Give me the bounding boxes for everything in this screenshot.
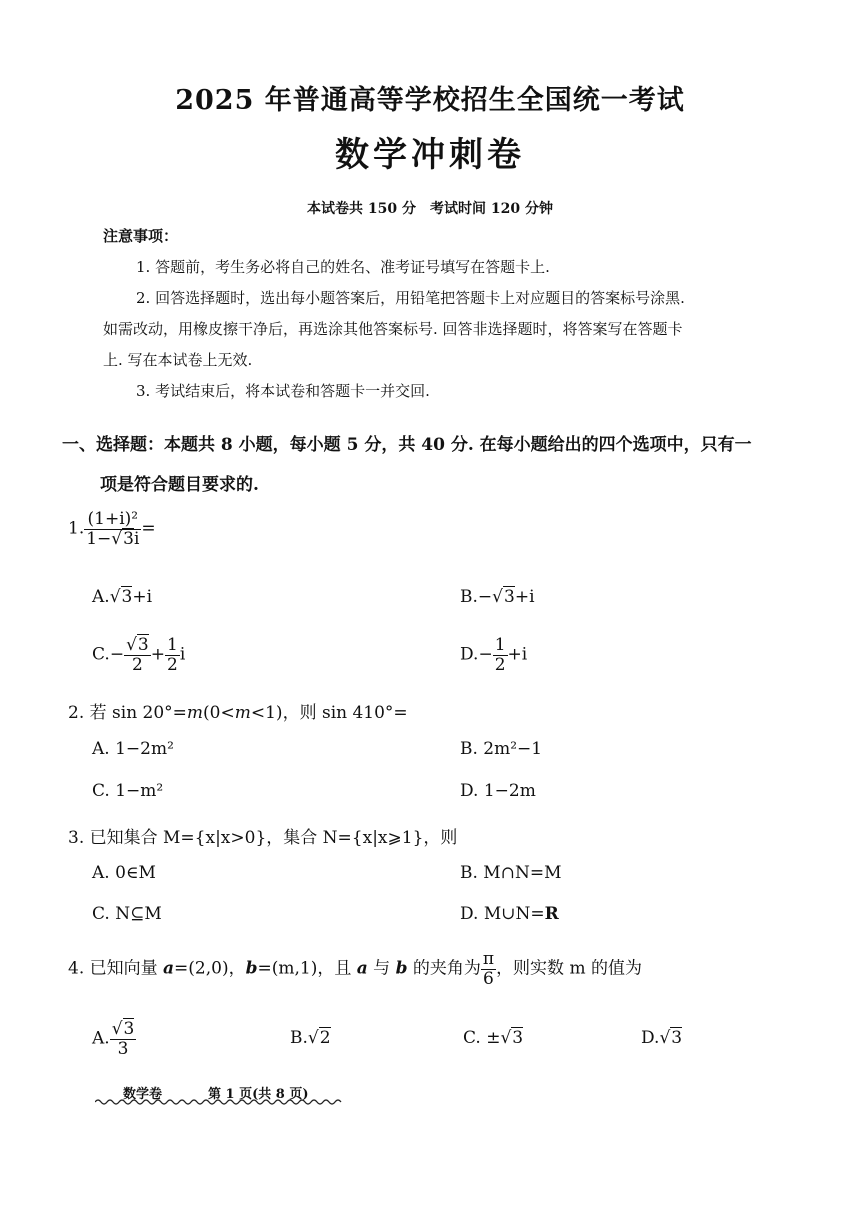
sqrt: √ 3: [492, 586, 515, 607]
notice-item-1: 1. 答题前，考生务必将自己的姓名、准考证号填写在答题卡上.: [136, 258, 550, 276]
sqrt: √ 3: [112, 1018, 135, 1039]
notice-heading: 注意事项：: [103, 227, 179, 245]
paper-title: 数学冲刺卷: [335, 135, 525, 175]
fraction: $\frac{1}{2}$: [494, 635, 506, 675]
q2-option-c: C. 1−m²: [92, 781, 164, 801]
q4-option-b: B.√ 2: [290, 1028, 331, 1048]
section-heading-line-1: 一、选择题：本题共 8 小题，每小题 5 分，共 40 分. 在每小题给出的四个选项中，只有一: [62, 435, 752, 455]
exam-title: 2025 年普通高等学校招生全国统一考试: [175, 85, 685, 116]
denominator: 1−√ 3i: [84, 530, 141, 549]
section-heading-line-2: 项是符合题目要求的.: [100, 475, 259, 495]
q1-option-d: D.− $\frac{1}{2}$ +i: [460, 635, 528, 675]
sqrt: √ 3: [659, 1027, 682, 1048]
notice-item-3: 3. 考试结束后，将本试卷和答题卡一并交回.: [136, 382, 430, 400]
question-4: 4. 已知向量 a=(2,0)，b=(m,1)，且 a 与 b 的夹角为 $\frac{\pi}{6}$ ，则实数 m 的值为: [68, 949, 642, 989]
question-number: 1.: [68, 518, 85, 539]
q4-option-a: A. √ $\frac{3}{3}$: [92, 1020, 136, 1058]
footer-subject: 数学卷: [123, 1087, 163, 1102]
fraction: $\frac{1}{2}$: [166, 635, 178, 675]
sqrt: √ 3: [110, 586, 133, 607]
equals-sign: =: [141, 518, 156, 539]
fraction: [84, 510, 141, 548]
q3-option-d: D. M∪N=R: [460, 904, 559, 924]
sqrt: √ 2: [308, 1027, 331, 1048]
q3-option-c: C. N⊆M: [92, 904, 162, 924]
question-2: 2. 若 sin 20°=m(0<m<1)，则 sin 410°=: [68, 703, 408, 723]
q2-option-a: A. 1−2m²: [92, 739, 174, 759]
numerator: (1+i)²: [84, 510, 141, 530]
question-3: 3. 已知集合 M={x|x>0}，集合 N={x|x⩾1}，则: [68, 828, 458, 848]
q2-option-b: B. 2m²−1: [460, 739, 543, 759]
q3-option-b: B. M∩N=M: [460, 863, 562, 883]
score-info: 本试卷共 150 分 考试时间 120 分钟: [307, 201, 553, 217]
q4-option-c: C. ±√ 3: [463, 1028, 523, 1048]
notice-item-2-line-2: 如需改动，用橡皮擦干净后，再选涂其他答案标号. 回答非选择题时，将答案写在答题卡: [103, 320, 683, 338]
q1-option-b: B.−√ 3+i: [460, 587, 535, 607]
question-1: [68, 510, 156, 548]
fraction: √ $\frac{3}{3}$: [110, 1020, 137, 1058]
notice-item-2-line-3: 上. 写在本试卷上无效.: [103, 351, 253, 369]
q4-option-d: D.√ 3: [641, 1028, 682, 1048]
q3-option-a: A. 0∈M: [92, 863, 156, 883]
notice-item-2-line-1: 2. 回答选择题时，选出每小题答案后，用铅笔把答题卡上对应题目的答案标号涂黑.: [136, 289, 685, 307]
q2-option-d: D. 1−2m: [460, 781, 536, 801]
fraction: √ $\frac{3}{2}$: [124, 636, 151, 674]
wavy-underline: [95, 1098, 345, 1106]
sqrt: √ 3: [126, 634, 149, 655]
fraction: $\frac{\pi}{6}$: [482, 949, 495, 989]
footer-page-number: 第 1 页(共 8 页): [208, 1087, 309, 1102]
q1-option-c: C.− √ $\frac{3}{2}$ + $\frac{1}{2}$ i: [92, 636, 185, 674]
q1-option-a: A.√ 3+i: [92, 587, 152, 607]
sqrt: √ 3: [111, 528, 134, 549]
sqrt: √ 3: [500, 1027, 523, 1048]
